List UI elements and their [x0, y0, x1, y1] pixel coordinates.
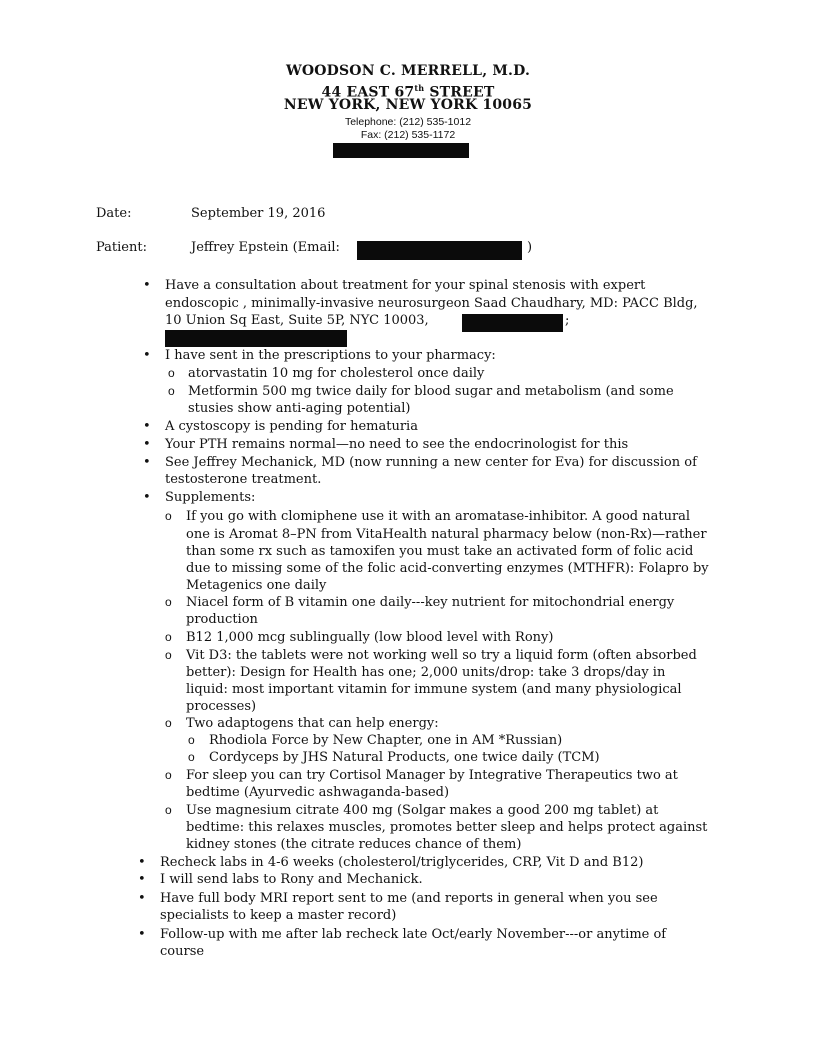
- magnesium-line-2: bedtime: this relaxes muscles, promotes better sleep and helps protect against: [186, 820, 708, 835]
- supplements-heading: Supplements:: [165, 490, 256, 505]
- clomiphene-line-1: If you go with clomiphene use it with an aromatase-inhibitor. A good natural: [186, 509, 691, 524]
- telephone: Telephone: (212) 535-1012: [344, 116, 472, 128]
- cordyceps-text: Cordyceps by JHS Natural Products, one twice daily (TCM): [209, 750, 600, 765]
- consult-line-3-end: ;: [565, 313, 570, 328]
- sub-bullet-niacel: [165, 595, 172, 610]
- bullet-sendlabs: [138, 872, 146, 887]
- bullet-pth: [143, 437, 151, 452]
- followup-line-2: course: [160, 944, 205, 959]
- sub-bullet-adaptogens: [165, 716, 172, 731]
- city-address: NEW YORK, NEW YORK 10065: [283, 97, 533, 113]
- sub-bullet-b12: [165, 630, 172, 645]
- bullet-cystoscopy: [143, 419, 151, 434]
- niacel-line-2: production: [186, 612, 258, 627]
- doctor-name: WOODSON C. MERRELL, M.D.: [285, 63, 531, 79]
- bullet-prescriptions: [143, 348, 151, 363]
- bullet-followup: [138, 927, 146, 942]
- consult-line-2: endoscopic , minimally-invasive neurosurgeon Saad Chaudhary, MD: PACC Bldg,: [165, 296, 698, 311]
- street-address-name: STREET: [424, 84, 495, 101]
- consult-line-1: Have a consultation about treatment for your spinal stenosis with expert: [165, 278, 646, 293]
- recheck-text: Recheck labs in 4-6 weeks (cholesterol/triglycerides, CRP, Vit D and B12): [160, 855, 644, 870]
- adaptogens-text: Two adaptogens that can help energy:: [186, 716, 439, 731]
- vitd3-line-4: processes): [186, 699, 257, 714]
- vitd3-line-2: better): Design for Health has one; 2,000 units/drop: take 3 drops/day in: [186, 665, 666, 680]
- redaction-bar-header: [333, 143, 469, 158]
- sleep-line-2: bedtime (Ayurvedic ashwaganda-based): [186, 785, 450, 800]
- clomiphene-line-5: Metagenics one daily: [186, 578, 327, 593]
- rhodiola-text: Rhodiola Force by New Chapter, one in AM *Russian): [209, 733, 563, 748]
- mechanick-line-1: See Jeffrey Mechanick, MD (now running a new center for Eva) for discussion of: [165, 455, 697, 470]
- redaction-bar-consult-2: [165, 330, 347, 347]
- niacel-line-1: Niacel form of B vitamin one daily---key nutrient for mitochondrial energy: [186, 595, 675, 610]
- pth-text: Your PTH remains normal—no need to see the endocrinologist for this: [165, 437, 629, 452]
- clomiphene-line-2: one is Aromat 8–PN from VitaHealth natural pharmacy below (non-Rx)—rather: [186, 527, 707, 542]
- patient-name: Jeffrey Epstein (Email:: [191, 240, 340, 255]
- bullet-consult: [143, 278, 151, 293]
- clomiphene-line-4: due to missing some of the folic acid-converting enzymes (MTHFR): Folapro by: [186, 561, 709, 576]
- vitd3-line-3: liquid: most important vitamin for immune system (and many physiological: [186, 682, 682, 697]
- mri-line-2: specialists to keep a master record): [160, 908, 397, 923]
- sub-bullet-metformin: [168, 384, 175, 399]
- fax: Fax: (212) 535-1172: [360, 129, 456, 141]
- bullet-mechanick: [143, 455, 151, 470]
- sub-bullet-sleep: [165, 768, 172, 783]
- bullet-recheck: [138, 855, 146, 870]
- vitd3-line-1: Vit D3: the tablets were not working well so try a liquid form (often absorbed: [186, 648, 697, 663]
- sub-bullet-clomiphene: [165, 509, 172, 524]
- date-value: September 19, 2016: [191, 206, 326, 221]
- sleep-line-1: For sleep you can try Cortisol Manager by Integrative Therapeutics two at: [186, 768, 678, 783]
- redaction-bar-consult-1: [462, 314, 563, 332]
- bullet-mri: [138, 891, 146, 906]
- sub-bullet-atorvastatin: [168, 366, 175, 381]
- sub-bullet-vitd3: [165, 648, 172, 663]
- b12-text: B12 1,000 mcg sublingually (low blood level with Rony): [186, 630, 554, 645]
- bullet-supplements: [143, 490, 151, 505]
- cystoscopy-text: A cystoscopy is pending for hematuria: [165, 419, 418, 434]
- followup-line-1: Follow-up with me after lab recheck late Oct/early November---or anytime of: [160, 927, 667, 942]
- mri-line-1: Have full body MRI report sent to me (and reports in general when you see: [160, 891, 658, 906]
- street-address-number: 44 EAST 67: [321, 84, 415, 101]
- patient-label: Patient:: [96, 240, 147, 255]
- mechanick-line-2: testosterone treatment.: [165, 472, 322, 487]
- street-address-suffix: th: [414, 83, 425, 93]
- clomiphene-line-3: than some rx such as tamoxifen you must take an activated form of folic acid: [186, 544, 694, 559]
- prescriptions-text: I have sent in the prescriptions to your pharmacy:: [165, 348, 496, 363]
- sub-bullet-magnesium: [165, 803, 172, 818]
- atorvastatin-text: atorvastatin 10 mg for cholesterol once daily: [188, 366, 485, 381]
- date-label: Date:: [96, 206, 132, 221]
- metformin-line-1: Metformin 500 mg twice daily for blood sugar and metabolism (and some: [188, 384, 674, 399]
- sendlabs-text: I will send labs to Rony and Mechanick.: [160, 872, 423, 887]
- redaction-bar-email: [357, 241, 522, 260]
- magnesium-line-3: kidney stones (the citrate reduces chance of them): [186, 837, 522, 852]
- magnesium-line-1: Use magnesium citrate 400 mg (Solgar makes a good 200 mg tablet) at: [186, 803, 659, 818]
- sub-sub-bullet-cordyceps: [188, 750, 195, 765]
- sub-sub-bullet-rhodiola: [188, 733, 195, 748]
- metformin-line-2: stusies show anti-aging potential): [188, 401, 411, 416]
- consult-line-3: 10 Union Sq East, Suite 5P, NYC 10003,: [165, 313, 429, 328]
- patient-close-paren: ): [527, 240, 533, 255]
